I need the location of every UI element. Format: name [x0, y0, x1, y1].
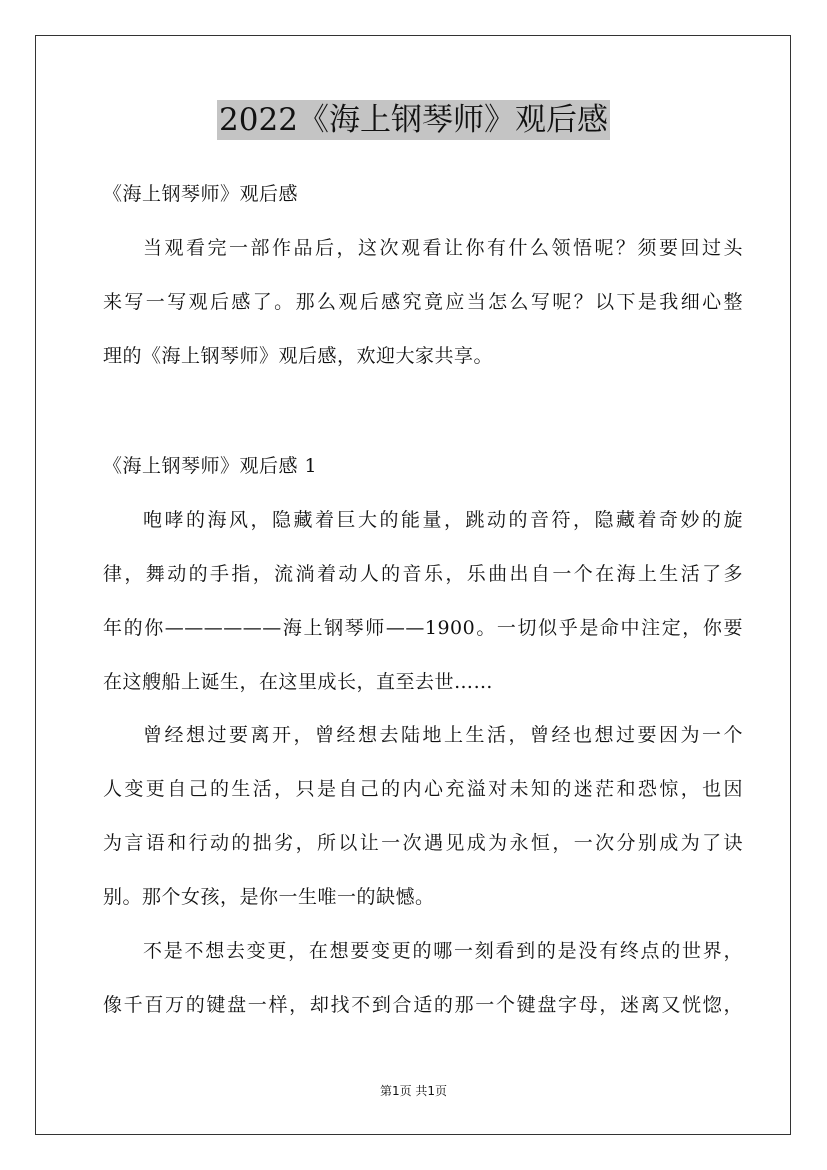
- section-heading: 《海上钢琴师》观后感 1: [103, 455, 318, 477]
- title-container: [0, 100, 827, 140]
- document-title: 2022《海上钢琴师》观后感: [219, 102, 608, 138]
- paragraph-line: 人变更自己的生活，只是自己的内心充溢对未知的迷茫和恐惊，也因: [103, 778, 743, 800]
- paragraph-line: 咆哮的海风，隐藏着巨大的能量，跳动的音符，隐藏着奇妙的旋: [143, 509, 743, 531]
- paragraph-line: 理的《海上钢琴师》观后感，欢迎大家共享。: [103, 345, 494, 367]
- paragraph-line: 曾经想过要离开，曾经想去陆地上生活，曾经也想过要因为一个: [143, 724, 743, 746]
- section-heading: 《海上钢琴师》观后感: [103, 183, 299, 205]
- paragraph-line: 像千百万的键盘一样，却找不到合适的那一个键盘字母，迷离又恍惚，: [103, 994, 743, 1016]
- paragraph-line: 年的你——————海上钢琴师——1900。一切似乎是命中注定，你要: [103, 617, 743, 639]
- paragraph-line: 来写一写观后感了。那么观后感究竟应当怎么写呢？以下是我细心整: [103, 291, 743, 313]
- paragraph-line: 当观看完一部作品后，这次观看让你有什么领悟呢？须要回过头: [143, 237, 743, 259]
- paragraph-line: 律，舞动的手指，流淌着动人的音乐，乐曲出自一个在海上生活了多: [103, 563, 743, 585]
- paragraph-line: 为言语和行动的拙劣，所以让一次遇见成为永恒，一次分别成为了诀: [103, 832, 743, 854]
- page-footer: 第1页 共1页: [379, 1084, 448, 1098]
- paragraph-line: 在这艘船上诞生，在这里成长，直至去世……: [103, 671, 494, 693]
- paragraph-line: 不是不想去变更，在想要变更的哪一刻看到的是没有终点的世界，: [143, 940, 743, 962]
- paragraph-line: 别。那个女孩，是你一生唯一的缺憾。: [103, 886, 435, 908]
